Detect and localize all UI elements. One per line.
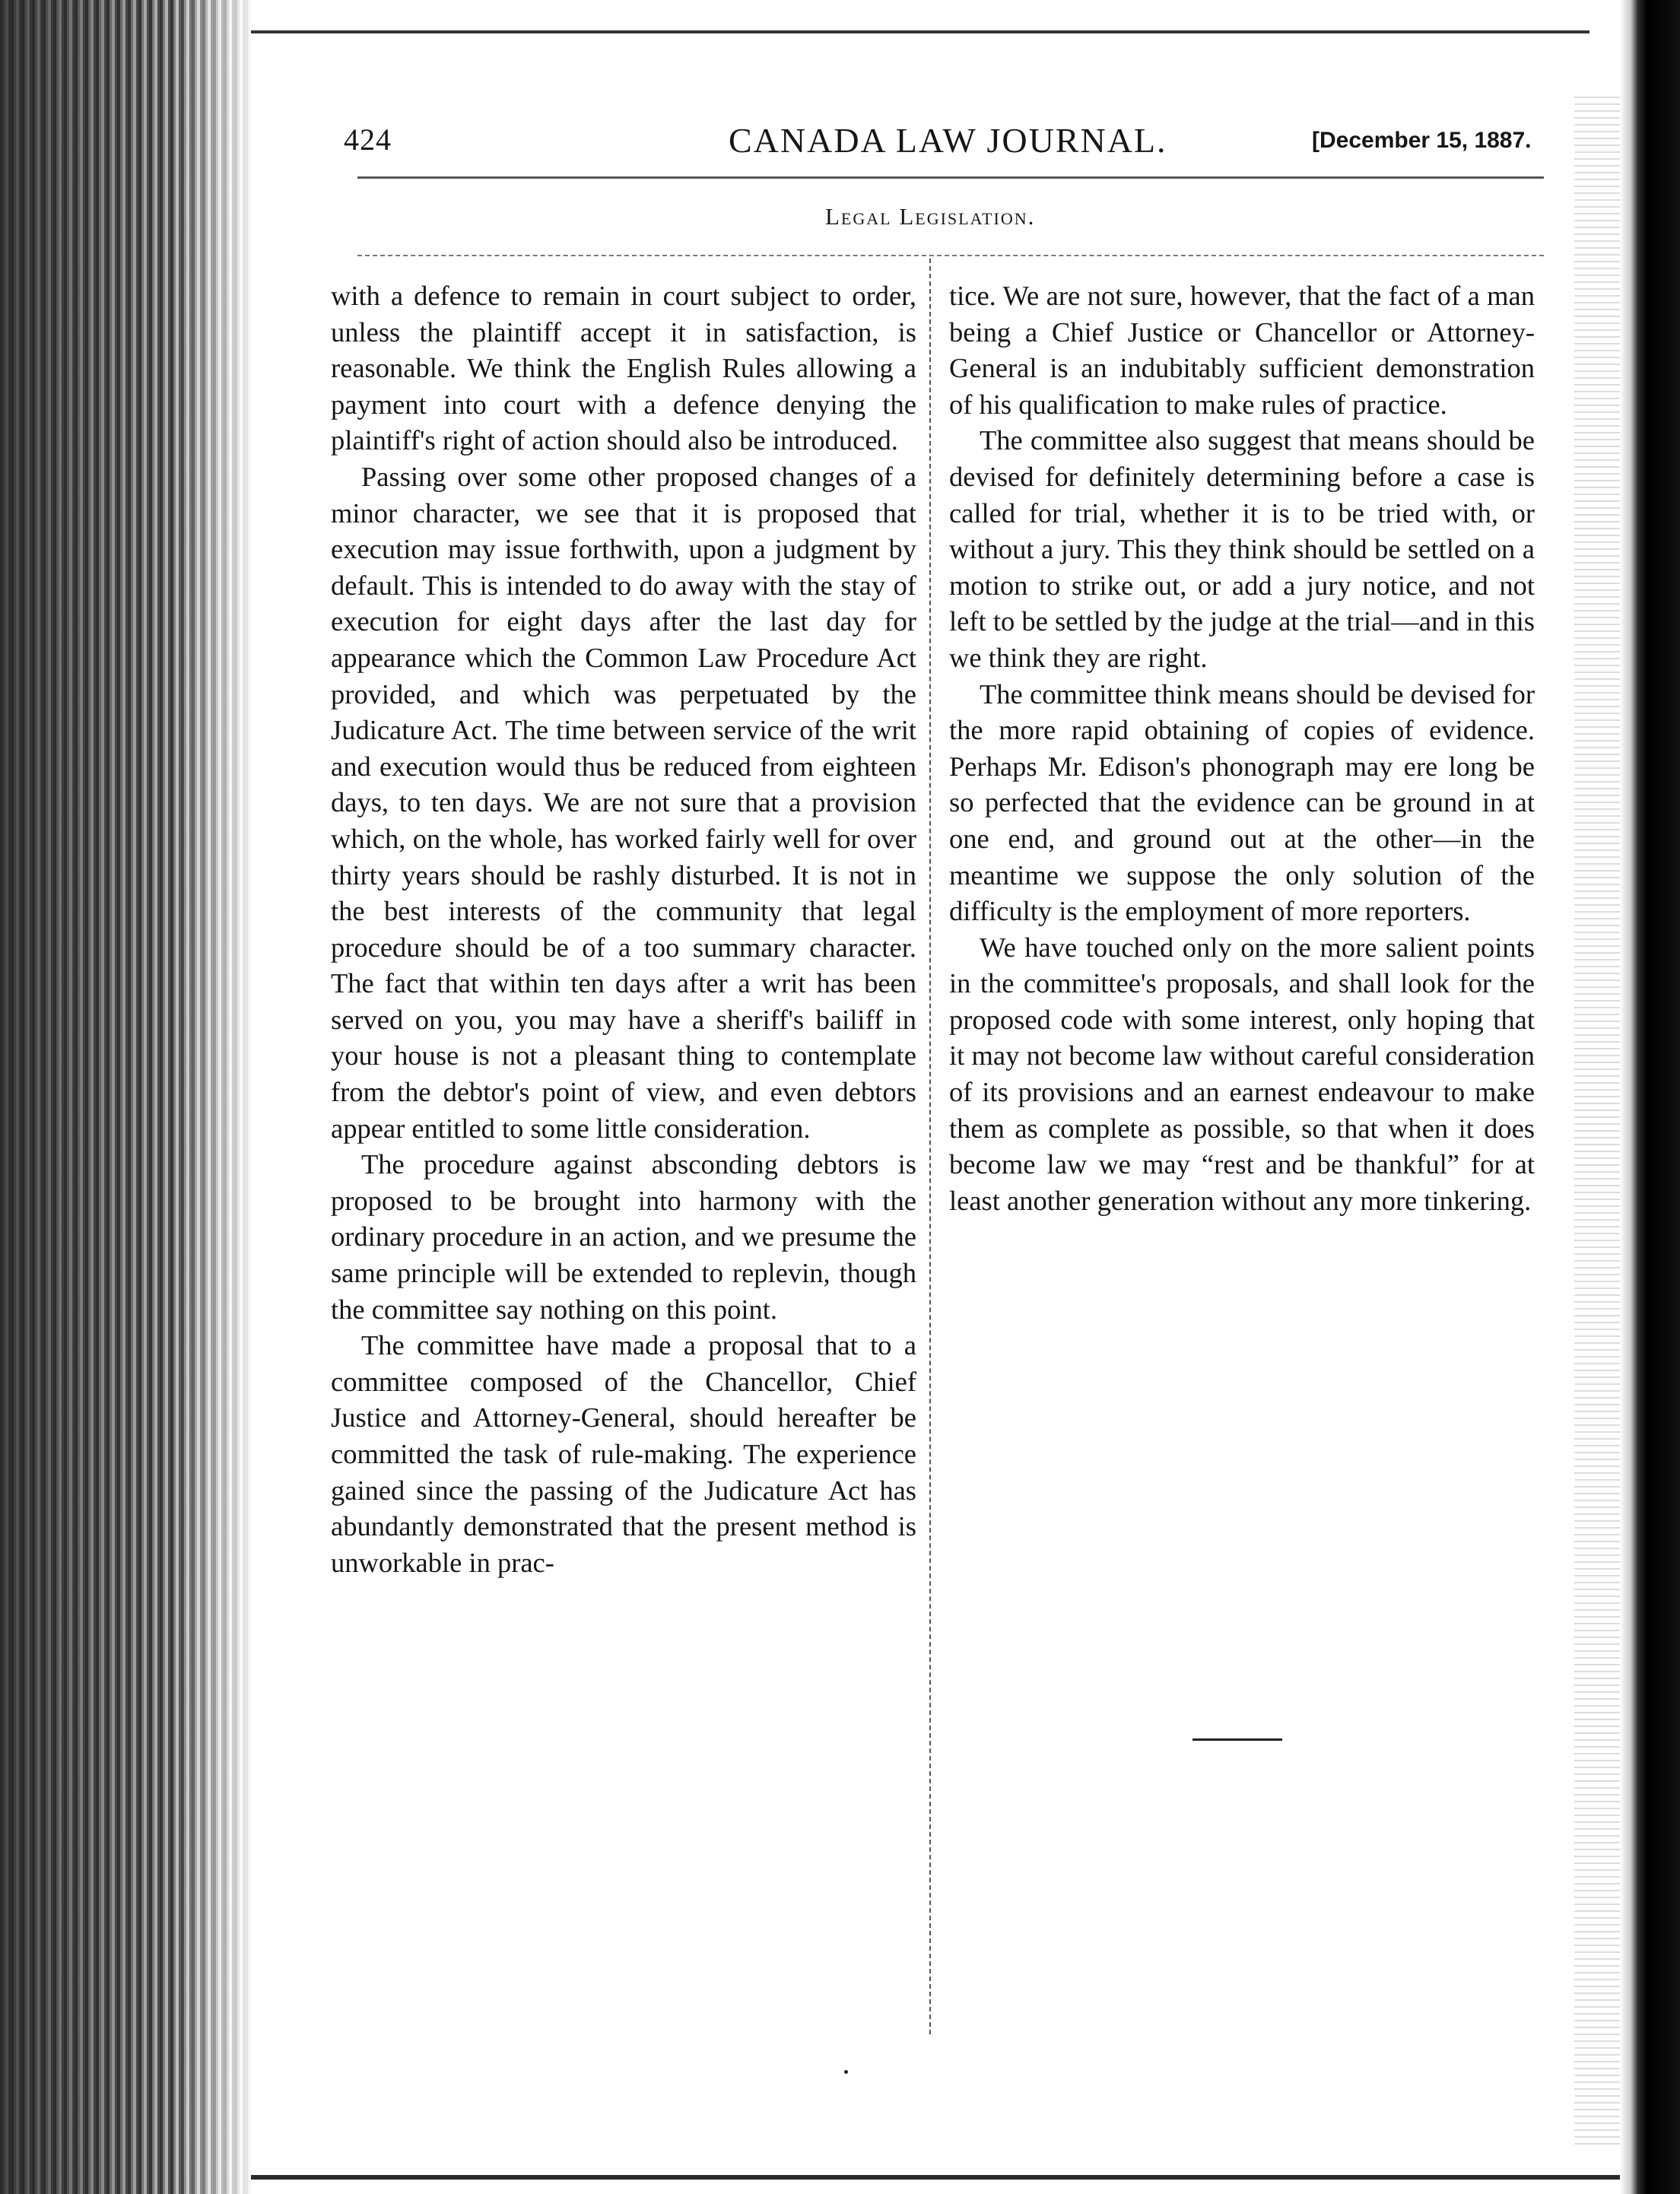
- paragraph: with a defence to remain in court subject to order, unless the plaintiff accept it in satisfaction, is reasonable. We think the English Rules allowing a payment into court with a defence denying the plaintiff's right of action should also be introduced.: [331, 280, 916, 456]
- paragraph: tice. We are not sure, however, that the fact of a man being a Chief Justice or Chancellor or Attorney-General is an indubitably sufficient demonstration of his qualification to make rules of practice.: [949, 280, 1535, 420]
- section-rule: [357, 255, 1544, 256]
- left-column: [331, 278, 916, 1580]
- paragraph: Passing over some other proposed changes of a minor character, we see that it is proposed that execution may issue forthwith, upon a judgment by default. This is intended to do away with the stay of execution for eight days after the last day for appearance which the Common Law Procedure Act provided, and which was perpetuated by the Judicature Act. The time between service of the writ and execution would thus be reduced from eighteen days, to ten days. We are not sure that a provision which, on the whole, has worked fairly well for over thirty years should be rashly disturbed. It is not in the best interests of the community that legal procedure should be of a too summary character. The fact that within ten days after a writ has been served on you, you may have a sheriff's bailiff in your house is not a pleasant thing to contemplate from the debtor's point of view, and even debtors appear entitled to some little consideration.: [331, 460, 916, 1144]
- paragraph: The committee also suggest that means should be devised for definitely determining before a case is called for trial, whether it is to be tried with, or without a jury. This they think should be settled on a motion to strike out, or add a jury notice, and not left to be settled by the judge at the trial—and in this we think they are right.: [949, 424, 1535, 673]
- section-heading: Legal Legislation.: [825, 203, 1036, 230]
- article-end-rule: [1193, 1738, 1282, 1741]
- scan-right-edge: [1620, 0, 1680, 2194]
- journal-title: CANADA LAW JOURNAL.: [729, 121, 1167, 160]
- issue-date: [December 15, 1887.: [1312, 128, 1532, 153]
- scan-speck: [844, 2070, 848, 2074]
- paragraph: The committee think means should be devised for the more rapid obtaining of copies of evidence. Perhaps Mr. Edison's phonograph may ere long be so perfected that the evidence can be ground in at one end, and ground out at the other—in the meantime we suppose the only solution of the difficulty is the employment of more reporters.: [949, 678, 1535, 927]
- column-divider: [929, 259, 931, 2034]
- paragraph: We have touched only on the more salient points in the committee's proposals, and shall look for the proposed code with some interest, only hoping that it may not become law without careful consideration of its provisions and an earnest endeavour to make them as complete as possible, so that when it does become law we may “rest and be thankful” for at least another generation without any more tinkering.: [949, 931, 1535, 1216]
- scan-top-edge: [251, 30, 1589, 33]
- right-column: [949, 278, 1535, 1218]
- scan-gutter-fade: [175, 0, 259, 2194]
- scan-bottom-edge: [251, 2175, 1620, 2180]
- paragraph: The committee have made a proposal that to a committee composed of the Chancellor, Chief Justice and Attorney-General, should hereafter be committed the task of rule-making. The experience gained since the passing of the Judicature Act has abundantly demonstrated that the present method is unworkable in prac-: [331, 1329, 916, 1578]
- page-number: 424: [344, 122, 392, 157]
- header-rule: [357, 176, 1544, 179]
- paragraph: The procedure against absconding debtors is proposed to be brought into harmony with the ordinary procedure in an action, and we presume the same principle will be extended to replevin, though the committee say nothing on this point.: [331, 1148, 916, 1325]
